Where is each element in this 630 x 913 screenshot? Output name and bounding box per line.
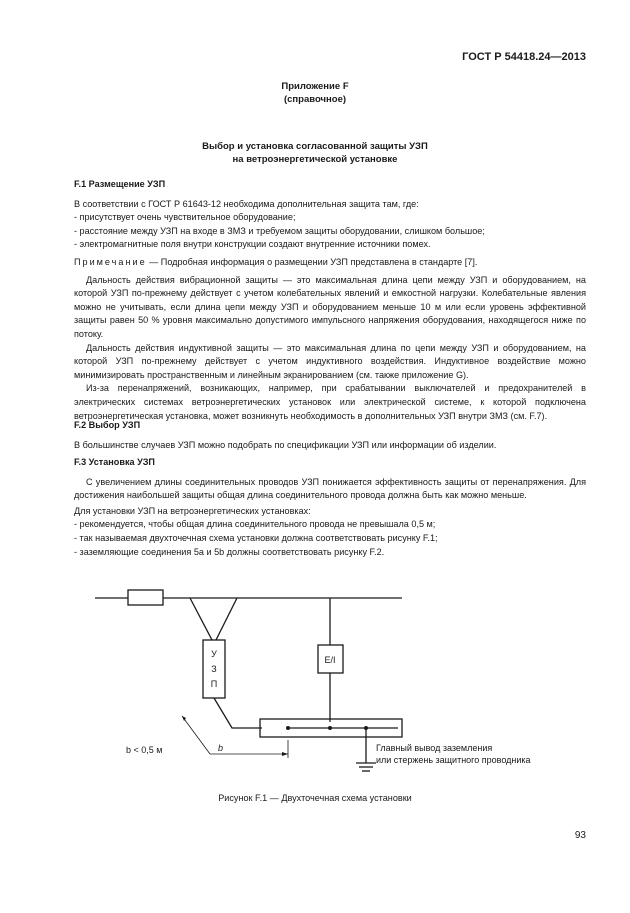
f1-paragraph-3: Из-за перенапряжений, возникающих, например, при срабатывании выключателей и предохранителей в электрических системах ветроэнергетических установок или электрической системе, к которой подключена ветроэнергетическая установка, может возникнуть необходимость в дополнительных УЗП внутри ЗМЗ (см. F.7). <box>74 383 586 421</box>
spd-lead-right <box>216 598 237 640</box>
arrow-head <box>282 752 288 756</box>
spd-letter: У <box>211 649 217 659</box>
dimension-symbol: b <box>218 743 224 753</box>
fuse-symbol <box>128 590 163 605</box>
earth-label-line-2: или стержень защитного проводника <box>376 755 531 765</box>
f2-paragraph-1: В большинстве случаев УЗП можно подобрать по спецификации УЗП или информации об изделии. <box>74 439 497 450</box>
spd-ground-lead <box>214 698 262 728</box>
dimension-note: b < 0,5 м <box>126 745 163 755</box>
node-dot <box>286 726 290 730</box>
spd-letter: З <box>211 664 217 674</box>
section-title-line-2: на ветроэнергетической установке <box>232 154 398 165</box>
equipment-label: E/I <box>324 655 336 665</box>
f1-item-1: - присутствует очень чувствительное оборудование; <box>74 212 296 223</box>
f3-paragraph-2: Для установки УЗП на ветроэнергетических установках: <box>74 505 311 516</box>
f1-item-3: - электромагнитные поля внутри конструкции создают внутренние источники помех. <box>74 239 431 250</box>
dimension-leader <box>182 716 210 754</box>
f3-item-1: - рекомендуется, чтобы общая длина соединительного провода не превышала 0,5 м; <box>74 519 436 530</box>
note-text: — Подробная информация о размещении УЗП представлена в стандарте [7]. <box>146 256 478 267</box>
f1-paragraph-2: Дальность действия индуктивной защиты — это максимальная длина по цепи между УЗП и оборудованием, на которой УЗП по-прежнему действует с учетом индуктивного воздействия. Индуктивное воздействие можно минимизировать пространственным и линейным экранированием (см. также приложение G). <box>74 342 586 380</box>
annex-title: Приложение F <box>281 81 349 92</box>
note-label: Примечание <box>74 256 147 267</box>
f1-paragraph-1: Дальность действия вибрационной защиты — это максимальная длина цепи между УЗП и оборудованием, на которой УЗП по-прежнему действует с учетом колебательных явлений и емкостной нагрузки. Колебательные явления можно не учитывать, если длина цепи между УЗП и оборудованием меньше 10 м или если уровень эффективной защиты равен 50 % уровня максимально допустимого импульсного напряжения оборудования, находящегося ниже по потоку. <box>74 274 586 339</box>
f1-intro: В соответствии с ГОСТ Р 61643-12 необходима дополнительная защита там, где: <box>74 198 419 209</box>
f1-heading: F.1 Размещение УЗП <box>74 179 166 189</box>
figure-caption: Рисунок F.1 — Двухточечная схема установки <box>218 793 412 803</box>
spd-letter: П <box>210 679 218 689</box>
f3-heading: F.3 Установка УЗП <box>74 457 155 467</box>
spd-lead-left <box>190 598 212 640</box>
f3-item-3: - заземляющие соединения 5a и 5b должны соответствовать рисунку F.2. <box>74 546 385 557</box>
f2-heading: F.2 Выбор УЗП <box>74 420 141 430</box>
section-title-line-1: Выбор и установка согласованной защиты УЗП <box>202 141 428 152</box>
earth-label-line-1: Главный вывод заземления <box>376 743 493 753</box>
page-number: 93 <box>574 830 586 841</box>
node-dot <box>328 726 332 730</box>
node-dot <box>364 726 368 730</box>
f3-item-2: - так называемая двухточечная схема установки должна соответствовать рисунку F.1; <box>74 532 438 543</box>
f3-paragraph-1: С увеличением длины соединительных проводов УЗП понижается эффективность защиты от перенапряжения. Для достижения наибольшей защиты общая длина соединительного провода должна быть как можно меньше. <box>74 476 586 501</box>
annex-subtitle: (справочное) <box>283 94 347 105</box>
f1-item-2: - расстояние между УЗП на входе в ЗМЗ и требуемом защиты оборудовании, слишком большое; <box>74 225 485 236</box>
standard-number: ГОСТ Р 54418.24—2013 <box>462 51 586 63</box>
